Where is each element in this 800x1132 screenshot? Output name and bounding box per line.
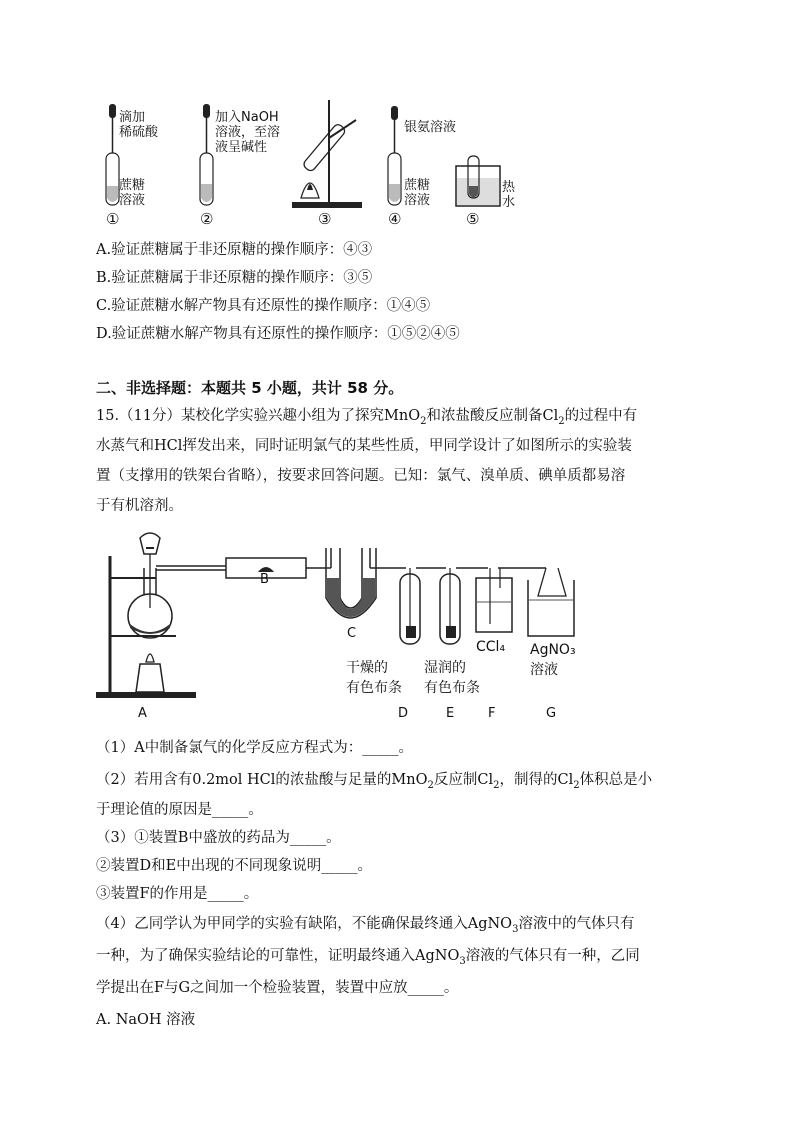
step3-heating-apparatus	[292, 100, 362, 208]
formula-agno3: AgNO$_3$	[415, 948, 466, 967]
step1-apparatus	[106, 104, 119, 205]
label-d-caption: 干燥的 有色布条	[346, 660, 402, 696]
step5-water-label: 热 水	[502, 180, 516, 210]
formula-cl2: $Cl_2$	[477, 772, 500, 791]
step-number-1: ①	[106, 210, 120, 228]
step1-reagent-label: 滴加 稀硫酸	[119, 110, 159, 140]
q15-sub-3-1: （3）①装置B中盛放的药品为_____。	[96, 830, 341, 846]
apparatus-d-test-tube	[400, 568, 420, 644]
formula-hcl: HCl	[154, 438, 183, 454]
label-g: G	[546, 706, 557, 721]
step4-solution-label: 蔗糖 溶液	[404, 178, 431, 208]
formula-naoh: NaOH	[115, 1012, 162, 1028]
option-d: D.验证蔗糖水解产物具有还原性的操作顺序：①⑤②④⑤	[96, 326, 460, 342]
formula-cl2: $Cl_2$	[557, 772, 580, 791]
label-d: D	[398, 706, 409, 721]
step4-reagent-label: 银氨溶液	[404, 120, 457, 135]
q15-sub-4-line-2: 一种，为了确保实验结论的可靠性，证明最终通入AgNO$_3$溶液的气体只有一种，乙同	[96, 948, 640, 967]
q15-sub-2-line-1: （2）若用含有0.2mol HCl的浓盐酸与足量的MnO$_2$反应制$Cl_2$，制得的$Cl_2$体积总是小	[96, 772, 653, 791]
q15-sub-4-line-3: 学提出在F与G之间加一个检验装置，装置中应放_____。	[96, 980, 459, 996]
q15-sub-4-option-a: A. NaOH 溶液	[96, 1012, 196, 1028]
q15-line-3: 置（支撑用的铁架台省略），按要求回答问题。已知：氯气、溴单质、碘单质都易溶	[96, 468, 626, 484]
delivery-tubes	[156, 548, 546, 570]
q15-sub-3-3: ③装置F的作用是_____。	[96, 886, 259, 902]
apparatus-g-beaker	[528, 568, 574, 636]
step1-solution-label: 蔗糖 溶液	[119, 178, 146, 208]
q15-sub-1: （1）A中制备氯气的化学反应方程式为：_____。	[96, 740, 413, 756]
label-f-caption: CCl₄	[476, 639, 506, 655]
label-e: E	[446, 706, 455, 721]
step-number-3: ③	[318, 210, 332, 228]
label-g-caption: AgNO₃ 溶液	[530, 642, 576, 678]
step-number-4: ④	[388, 210, 402, 228]
step-number-5: ⑤	[466, 210, 480, 228]
step2-apparatus	[200, 104, 213, 205]
formula-cl2: $Cl_2$	[542, 408, 565, 427]
option-b: B.验证蔗糖属于非还原糖的操作顺序：③⑤	[96, 270, 373, 286]
label-b: B	[260, 572, 269, 587]
formula-agno3: AgNO$_3$	[467, 916, 519, 935]
amount-hcl: 0.2mol HCl	[192, 772, 276, 788]
label-c: C	[347, 626, 357, 641]
label-a: A	[138, 706, 147, 721]
q15-line-1: 15.（11分）某校化学实验兴趣小组为了探究MnO$_2$和浓盐酸反应制备$Cl_2$的过程中有	[96, 408, 638, 427]
step4-apparatus	[388, 106, 401, 205]
step5-water-bath	[456, 156, 500, 206]
q15-text: 15.（11分）某校化学实验兴趣小组为了探究	[96, 408, 385, 424]
step2-reagent-label: 加入NaOH 溶液，至溶 液呈碱性	[215, 110, 281, 155]
q15-sub-3-2: ②装置D和E中出现的不同现象说明_____。	[96, 858, 372, 874]
section-heading: 二、非选择题：本题共 5 小题，共计 58 分。	[96, 379, 404, 397]
q15-sub-2-line-2: 于理论值的原因是_____。	[96, 802, 263, 818]
q15-line-2: 水蒸气和HCl挥发出来，同时证明氯气的某些性质，甲同学设计了如图所示的实验装	[96, 438, 632, 454]
label-e-caption: 湿润的 有色布条	[424, 660, 480, 696]
sucrose-experiment-figure	[96, 98, 556, 228]
apparatus-e-test-tube	[440, 568, 460, 644]
q15-line-4: 于有机溶剂。	[96, 498, 183, 514]
option-a: A.验证蔗糖属于非还原糖的操作顺序：④③	[96, 242, 373, 258]
apparatus-f-bottle	[476, 568, 512, 632]
formula-mno2: MnO$_2$	[391, 772, 434, 791]
q15-sub-4-line-1: （4）乙同学认为甲同学的实验有缺陷，不能确保最终通入AgNO$_3$溶液中的气体只有	[96, 916, 635, 935]
step-number-2: ②	[200, 210, 214, 228]
apparatus-c-u-tube	[326, 548, 376, 618]
option-c: C.验证蔗糖水解产物具有还原性的操作顺序：①④⑤	[96, 298, 431, 314]
formula-mno2: MnO$_2$	[384, 408, 427, 427]
label-f: F	[488, 706, 496, 721]
apparatus-a-generator	[96, 533, 196, 698]
